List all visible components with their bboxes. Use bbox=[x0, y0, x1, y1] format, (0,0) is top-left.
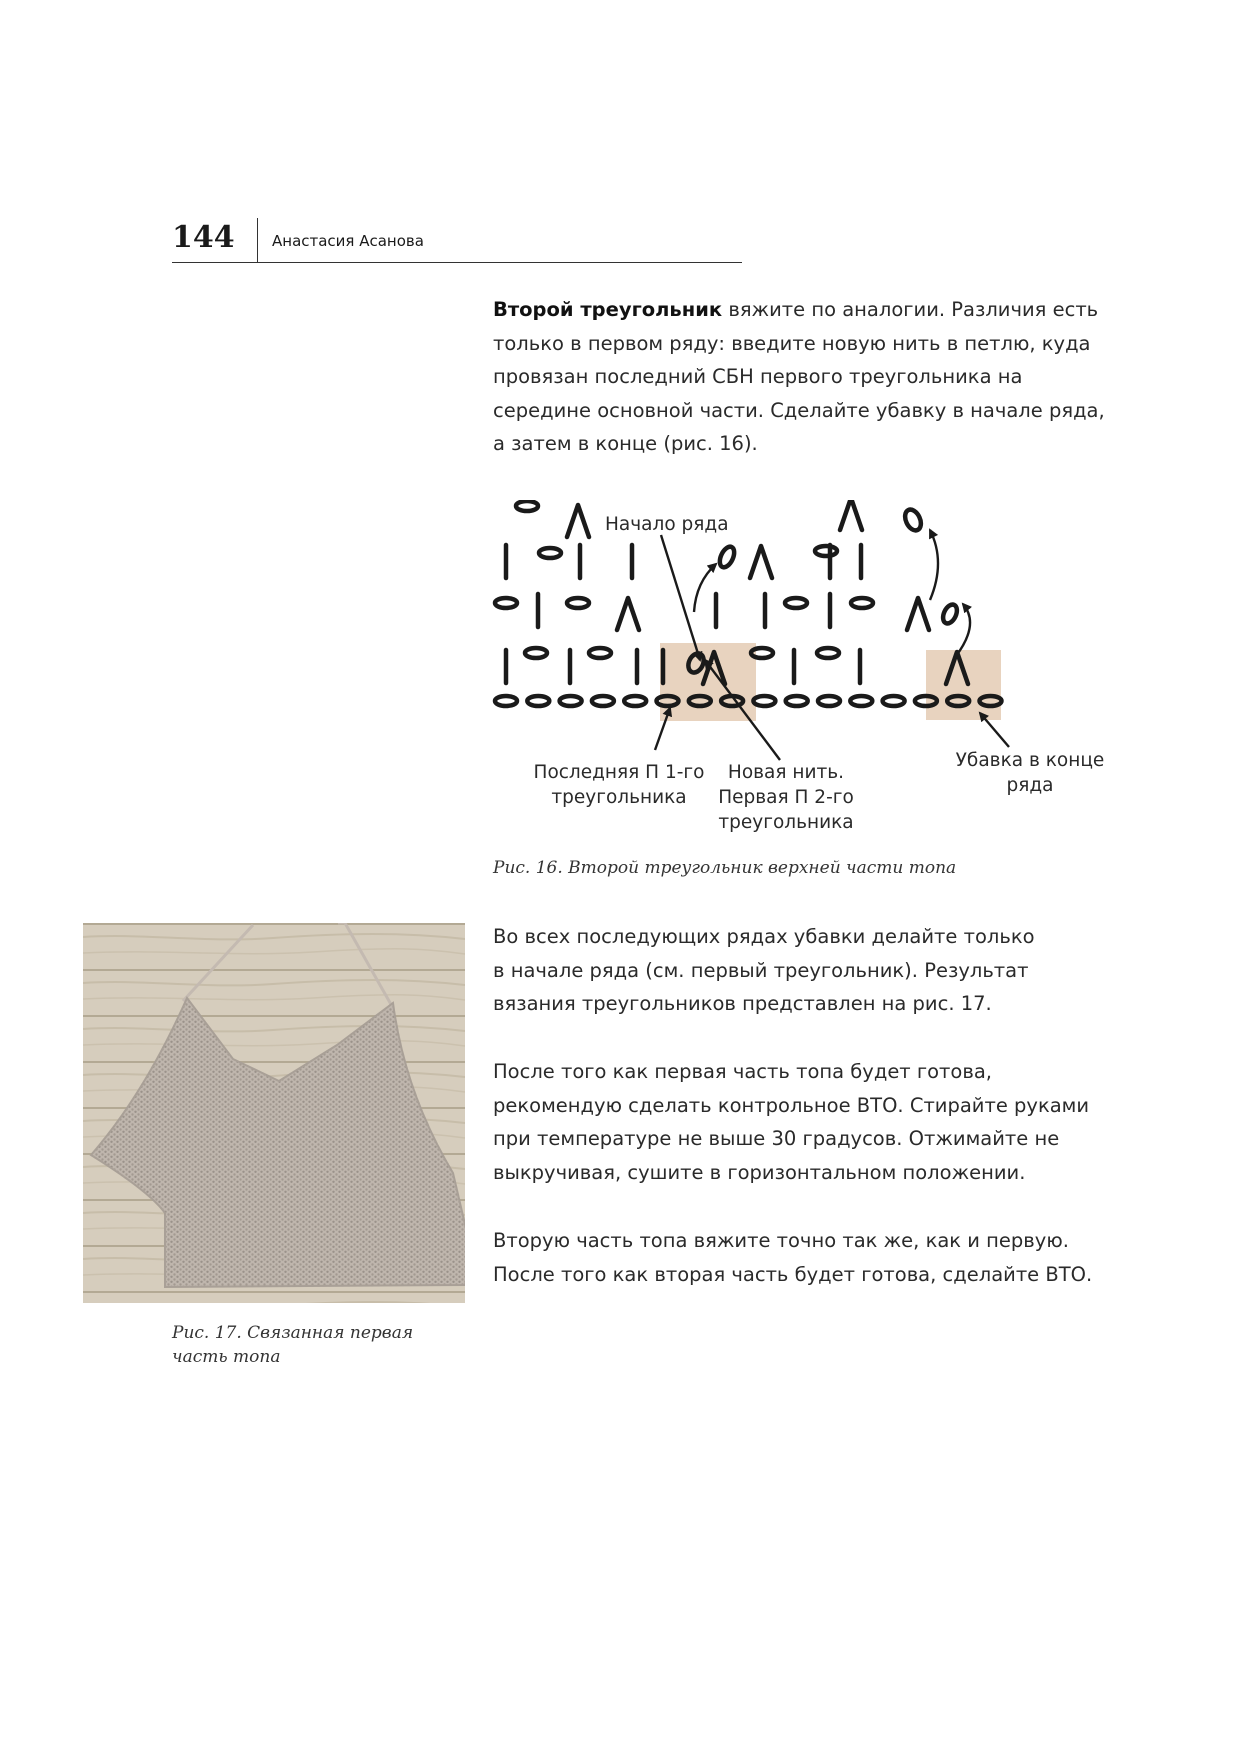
chain-stitch-symbol bbox=[851, 598, 873, 608]
decrease-symbol bbox=[617, 598, 639, 630]
chain-stitch-symbol bbox=[883, 696, 905, 706]
arrow-turn-row3 bbox=[930, 530, 938, 600]
chain-stitch-symbol bbox=[516, 501, 538, 511]
paragraph-second-part bbox=[493, 1224, 1133, 1291]
decrease-symbol bbox=[750, 546, 772, 578]
arrow-row-start bbox=[661, 535, 700, 660]
label-last-stitch-line1: Последняя П 1-го bbox=[533, 762, 705, 783]
paragraph-text: вяжите по аналогии. Различия есть bbox=[722, 298, 1099, 321]
chain-stitch-symbol bbox=[624, 696, 646, 706]
paragraph-line: выкручивая, сушите в горизонтальном положении. bbox=[493, 1160, 1026, 1184]
chain-stitch-symbol bbox=[786, 696, 808, 706]
chain-stitch-symbol bbox=[902, 507, 924, 533]
paragraph-line: Во всех последующих рядах убавки делайте только bbox=[493, 925, 1035, 948]
paragraph-line: рекомендую сделать контрольное ВТО. Стирайте руками bbox=[493, 1093, 1090, 1117]
decrease-symbol bbox=[907, 598, 929, 630]
decrease-symbol bbox=[840, 500, 862, 530]
bold-lead-term: Второй треугольник bbox=[493, 298, 723, 321]
chain-stitch-symbol bbox=[815, 546, 837, 556]
label-last-stitch-line2: треугольника bbox=[551, 787, 687, 808]
chain-stitch-symbol bbox=[567, 598, 589, 608]
chain-stitch-symbol bbox=[589, 648, 611, 658]
chain-stitch-symbol bbox=[560, 696, 582, 706]
figure-17-caption bbox=[172, 1321, 413, 1369]
chain-stitch-symbol bbox=[717, 544, 737, 569]
paragraph-subsequent-rows bbox=[493, 920, 1133, 1021]
paragraph-line: вязания треугольников представлен на рис. 17. bbox=[493, 992, 992, 1015]
knitted-top-photo bbox=[83, 923, 465, 1303]
figure-16-caption: Рис. 16. Второй треугольник верхней части топа bbox=[493, 858, 957, 878]
chain-stitch-symbol bbox=[753, 696, 775, 706]
paragraph-line: Вторую часть топа вяжите точно так же, как и первую. bbox=[493, 1229, 1069, 1252]
paragraph-wet-blocking bbox=[493, 1055, 1133, 1189]
chain-stitch-symbol bbox=[850, 696, 872, 706]
paragraph-line: а затем в конце (рис. 16). bbox=[493, 432, 758, 455]
page-number: 144 bbox=[172, 220, 235, 255]
label-new-yarn-line1: Новая нить. bbox=[727, 762, 845, 783]
chain-stitch-symbol bbox=[527, 696, 549, 706]
decrease-symbol bbox=[567, 505, 589, 537]
chain-stitch-symbol bbox=[495, 598, 517, 608]
paragraph-line bbox=[493, 293, 1133, 327]
running-header-author: Анастасия Асанова bbox=[272, 232, 424, 250]
chain-stitch-symbol bbox=[592, 696, 614, 706]
paragraph-line: в начале ряда (см. первый треугольник). Результат bbox=[493, 958, 1029, 982]
crochet-chart-diagram bbox=[480, 500, 1130, 850]
chain-stitch-symbol bbox=[785, 598, 807, 608]
caption-line: часть топа bbox=[172, 1347, 281, 1367]
header-rule bbox=[172, 262, 742, 263]
label-row-start: Начало ряда bbox=[605, 514, 729, 535]
chain-stitch-symbol bbox=[818, 696, 840, 706]
header-divider bbox=[257, 218, 258, 262]
chain-stitch-symbol bbox=[539, 548, 561, 558]
chain-stitch-symbol bbox=[525, 648, 547, 658]
label-decrease-line2: ряда bbox=[1006, 775, 1054, 796]
paragraph-line: провязан последний СБН первого треугольника на bbox=[493, 365, 1023, 388]
paragraph-line: только в первом ряду: введите новую нить в петлю, куда bbox=[493, 331, 1091, 355]
chain-stitch-symbol bbox=[817, 648, 839, 658]
label-new-yarn-line2: Первая П 2-го bbox=[718, 787, 854, 808]
paragraph-line: После того как вторая часть будет готова, сделайте ВТО. bbox=[493, 1262, 1093, 1286]
paragraph-line: середине основной части. Сделайте убавку в начале ряда, bbox=[493, 398, 1105, 422]
label-new-yarn-line3: треугольника bbox=[718, 812, 854, 833]
arrow-turn-row2 bbox=[694, 564, 716, 612]
label-decrease-line1: Убавка в конце bbox=[955, 750, 1105, 771]
caption-line: Рис. 17. Связанная первая bbox=[172, 1323, 414, 1343]
chain-stitch-symbol bbox=[940, 602, 959, 625]
paragraph-second-triangle bbox=[493, 293, 1133, 461]
paragraph-line: при температуре не выше 30 градусов. Отжимайте не bbox=[493, 1127, 1060, 1150]
highlight-decrease-region bbox=[926, 650, 1001, 720]
chain-stitch-symbol bbox=[495, 696, 517, 706]
paragraph-line: После того как первая часть топа будет готова, bbox=[493, 1060, 992, 1083]
